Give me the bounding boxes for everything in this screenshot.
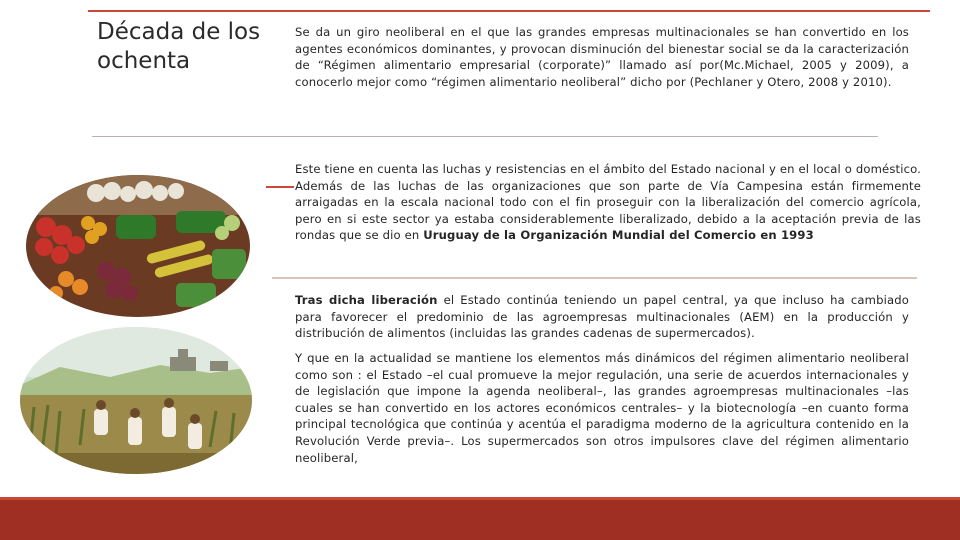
footer-accent-line (0, 497, 960, 500)
section-divider (92, 136, 878, 137)
paragraph-2-bold-text: Uruguay de la Organización Mundial del Comercio en 1993 (423, 228, 814, 243)
paragraph-2 (295, 161, 921, 244)
paragraph-4-text: Y que en la actualidad se mantiene los elementos más dinámicos del régimen alimentario neoliberal como son : el Estado –el cual promueve la mejor regulación, una serie de acuerdos internacionales y de legislación que impone la agenda neoliberal–, las grandes agroempresas multinacionales –las cuales se han convertido en los actores económicos centrales– y la biotecnología –en cuanto forma principal tecnológica que continúa y acentúa el paradigma moderno de la agricultura contenido en la Revolución Verde previa–. Los supermercados son otros impulsores clave del régimen alimentario neoliberal, (295, 351, 909, 465)
paragraph-3 (295, 292, 909, 342)
slide-title: Década de los ochenta (97, 19, 261, 74)
paragraph-3-bold-text: Tras dicha liberación (295, 293, 438, 307)
vegetable-market-image (26, 175, 250, 317)
paragraph-2-text: Este tiene en cuenta las luchas y resistencias en el ámbito del Estado nacional y en el local o doméstico. Además de las luchas de las organizaciones que son parte de Vía Campesina están firmemente arraigadas en la escala nacional todo con el fin proseguir con la liberalización del comercio agrícola, pero en si este sector ya estaba considerablemente liberalizado, debido a la aceptación previa de las rondas que se dio en (295, 162, 921, 243)
footer-bar (0, 497, 960, 540)
farming-illustration-image (20, 327, 252, 474)
top-accent-rule (88, 10, 930, 12)
paragraph-3-text: el Estado continúa teniendo un papel central, ya que incluso ha cambiado para favorecer el predominio de las agroempresas multinacionales (AEM) en la producción y distribución de alimentos (incluidas las grandes cadenas de supermercados). (295, 293, 909, 341)
paragraph-divider (272, 277, 917, 279)
paragraph-1-text: Se da un giro neoliberal en el que las grandes empresas multinacionales se han convertido en los agentes económicos dominantes, y provocan disminución del bienestar social se da la caracterización de “Régimen alimentario empresarial (corporate)” llamado así por(Mc.Michael, 2005 y 2009), a conocerlo mejor como “régimen alimentario neoliberal” dicho por (Pechlaner y Otero, 2008 y 2010). (295, 25, 909, 89)
small-accent-rule (266, 186, 294, 188)
paragraph-1 (295, 24, 909, 90)
paragraph-4 (295, 350, 909, 466)
